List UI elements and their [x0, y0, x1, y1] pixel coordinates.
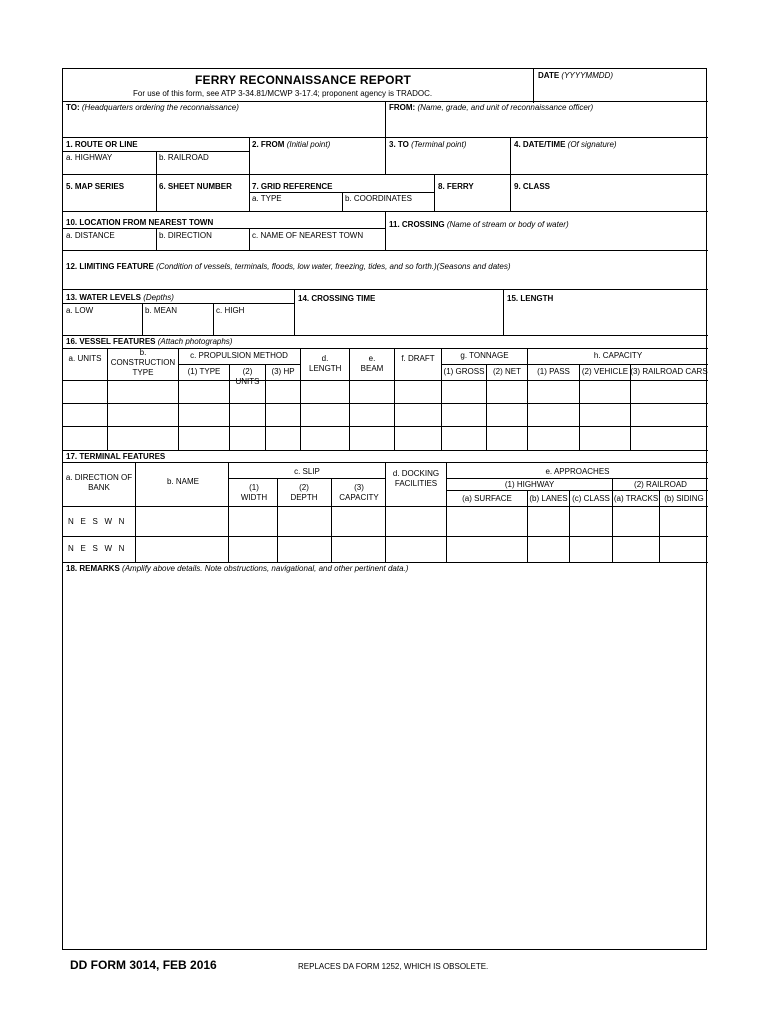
- prop-hp-header: (3) HP: [271, 367, 295, 376]
- limiting-feature-text: 12. LIMITING FEATURE: [66, 262, 154, 271]
- date-hint: (YYYYMMDD): [561, 71, 613, 80]
- divider: [228, 478, 385, 479]
- water-levels-label: [66, 293, 174, 303]
- divider: [446, 490, 708, 491]
- slip-depth-header: (2) DEPTH: [290, 483, 318, 502]
- class-label: 9. CLASS: [514, 182, 551, 191]
- water-levels-text: 13. WATER LEVELS: [66, 293, 141, 302]
- divider: [63, 303, 294, 304]
- ferry-label: 8. FERRY: [438, 182, 474, 191]
- siding-header: (b) SIDING: [664, 494, 704, 503]
- prop-units-header: (2) UNITS: [235, 367, 260, 386]
- divider: [510, 137, 511, 174]
- remarks-text: 18. REMARKS: [66, 564, 120, 573]
- divider: [135, 462, 136, 562]
- from-label: [389, 103, 593, 113]
- tonnage-header: g. TONNAGE: [460, 351, 509, 360]
- divider: [385, 137, 386, 174]
- from-point-label: [252, 140, 330, 150]
- datetime-label: [514, 140, 617, 150]
- divider: [63, 506, 708, 507]
- ferry-report-form: [62, 68, 707, 950]
- vessel-beam-header: e. BEAM: [360, 354, 384, 373]
- from-field[interactable]: [386, 113, 706, 135]
- crossing-hint: (Name of stream or body of water): [446, 220, 569, 229]
- terminal-features-label: 17. TERMINAL FEATURES: [66, 452, 166, 461]
- divider: [156, 174, 157, 211]
- datetime-text: 4. DATE/TIME: [514, 140, 566, 149]
- slip-header: c. SLIP: [294, 467, 320, 476]
- divider: [349, 348, 350, 450]
- water-high-label: c. HIGH: [216, 306, 245, 315]
- divider: [249, 137, 250, 174]
- divider: [385, 211, 386, 250]
- date-label-text: DATE: [538, 71, 560, 80]
- vessel-features-hint: (Attach photographs): [157, 337, 233, 346]
- railroad-cars-header: (3) RAILROAD CARS: [630, 367, 708, 376]
- crossing-time-label: 14. CROSSING TIME: [298, 294, 376, 303]
- sheet-number-label: 6. SHEET NUMBER: [159, 182, 232, 191]
- divider: [249, 228, 250, 250]
- divider: [63, 380, 708, 381]
- slip-capacity-header: (3) CAPACITY: [339, 483, 379, 502]
- from-label-text: FROM:: [389, 103, 416, 112]
- distance-label: a. DISTANCE: [66, 231, 115, 240]
- divider: [228, 462, 229, 562]
- divider: [63, 289, 708, 290]
- vessel-length-header: d. LENGTH: [309, 354, 342, 373]
- divider: [63, 536, 708, 537]
- grid-coordinates-label: b. COORDINATES: [345, 194, 412, 203]
- form-id: DD FORM 3014, FEB 2016: [70, 958, 217, 972]
- tracks-header: (a) TRACKS: [613, 494, 659, 503]
- divider: [63, 335, 708, 336]
- capacity-header: h. CAPACITY: [593, 351, 643, 360]
- remarks-hint: (Amplify above details. Note obstructions, navigational, and other pertinent data.): [122, 564, 409, 573]
- divider: [156, 151, 157, 174]
- form-subtitle: For use of this form, see ATP 3-34.81/MCWP 3-17.4; proponent agency is TRADOC.: [133, 89, 433, 98]
- divider: [63, 174, 708, 175]
- approaches-header: e. APPROACHES: [545, 467, 610, 476]
- divider: [342, 192, 343, 211]
- remarks-field[interactable]: [63, 575, 706, 947]
- bank-direction-header: a. DIRECTION OF BANK: [65, 473, 133, 492]
- divider: [503, 289, 504, 335]
- water-mean-label: b. MEAN: [145, 306, 178, 315]
- to-label: [66, 103, 239, 113]
- water-low-label: a. LOW: [66, 306, 94, 315]
- limiting-feature-hint: (Condition of vessels, terminals, floods, low water, freezing, tides, and so forth.)(Seasons and dates): [156, 262, 511, 271]
- direction-label: b. DIRECTION: [159, 231, 212, 240]
- divider: [385, 462, 386, 562]
- docking-header: d. DOCKING FACILITIES: [392, 469, 440, 488]
- remarks-label: [66, 564, 408, 574]
- crossing-text: 11. CROSSING: [389, 220, 445, 229]
- divider: [63, 450, 708, 451]
- divider: [63, 426, 708, 427]
- divider: [510, 174, 511, 211]
- datetime-hint: (Of signature): [567, 140, 617, 149]
- vehicle-header: (2) VEHICLE: [581, 367, 629, 376]
- surface-header: (a) SURFACE: [462, 494, 512, 503]
- water-levels-hint: (Depths): [143, 293, 174, 302]
- divider: [446, 462, 447, 562]
- vessel-features-text: 16. VESSEL FEATURES: [66, 337, 156, 346]
- divider: [277, 478, 278, 562]
- from-point-hint: (Initial point): [286, 140, 331, 149]
- slip-width-header: (1) WIDTH: [240, 483, 268, 502]
- limiting-feature-label: [66, 262, 511, 272]
- map-series-label: 5. MAP SERIES: [66, 182, 125, 191]
- divider: [294, 289, 295, 335]
- gross-header: (1) GROSS: [443, 367, 485, 376]
- divider: [394, 348, 395, 450]
- divider: [142, 303, 143, 335]
- grid-type-label: a. TYPE: [252, 194, 282, 203]
- terminal-name-header: b. NAME: [166, 477, 199, 486]
- route-label: 1. ROUTE OR LINE: [66, 140, 138, 149]
- class-header: (c) CLASS: [572, 494, 610, 503]
- to-point-hint: (Terminal point): [411, 140, 467, 149]
- to-point-text: 3. TO: [389, 140, 409, 149]
- divider: [63, 403, 708, 404]
- divider: [63, 228, 385, 229]
- crossing-label: [389, 220, 569, 230]
- compass-row-2[interactable]: N E S W N: [68, 544, 125, 553]
- divider: [63, 562, 708, 563]
- approach-highway-header: (1) HIGHWAY: [504, 480, 555, 489]
- divider: [300, 348, 301, 450]
- to-field[interactable]: [63, 113, 385, 135]
- construction-header: b. CONSTRUCTION TYPE: [110, 348, 176, 377]
- to-hint: (Headquarters ordering the reconnaissance): [81, 103, 239, 112]
- vessel-features-label: [66, 337, 232, 347]
- location-label: 10. LOCATION FROM NEAREST TOWN: [66, 218, 214, 227]
- to-label-text: TO:: [66, 103, 80, 112]
- divider: [434, 174, 435, 211]
- prop-type-header: (1) TYPE: [187, 367, 221, 376]
- length-label: 15. LENGTH: [507, 294, 554, 303]
- lanes-header: (b) LANES: [529, 494, 568, 503]
- replaces-notice: REPLACES DA FORM 1252, WHICH IS OBSOLETE.: [298, 962, 489, 971]
- date-field[interactable]: [534, 81, 706, 101]
- divider: [107, 348, 108, 450]
- pass-header: (1) PASS: [537, 367, 570, 376]
- divider: [213, 303, 214, 335]
- compass-row-1[interactable]: N E S W N: [68, 517, 125, 526]
- nearest-town-label: c. NAME OF NEAREST TOWN: [252, 231, 364, 240]
- from-point-text: 2. FROM: [252, 140, 285, 149]
- divider: [446, 478, 708, 479]
- to-point-label: [389, 140, 466, 150]
- net-header: (2) NET: [493, 367, 521, 376]
- divider: [63, 250, 708, 251]
- railroad-label: b. RAILROAD: [159, 153, 209, 162]
- limiting-feature-field[interactable]: [63, 274, 706, 288]
- propulsion-header: c. PROPULSION METHOD: [190, 351, 288, 360]
- divider: [331, 478, 332, 562]
- divider: [156, 228, 157, 250]
- vessel-draft-header: f. DRAFT: [401, 354, 435, 363]
- grid-reference-label: 7. GRID REFERENCE: [252, 182, 333, 191]
- units-header: a. UNITS: [68, 354, 102, 363]
- date-label: [538, 71, 613, 81]
- divider: [441, 364, 708, 365]
- form-title: FERRY RECONNAISSANCE REPORT: [195, 73, 412, 87]
- highway-label: a. HIGHWAY: [66, 153, 113, 162]
- divider: [178, 364, 300, 365]
- approach-railroad-header: (2) RAILROAD: [634, 480, 687, 489]
- from-hint: (Name, grade, and unit of reconnaissance officer): [417, 103, 594, 112]
